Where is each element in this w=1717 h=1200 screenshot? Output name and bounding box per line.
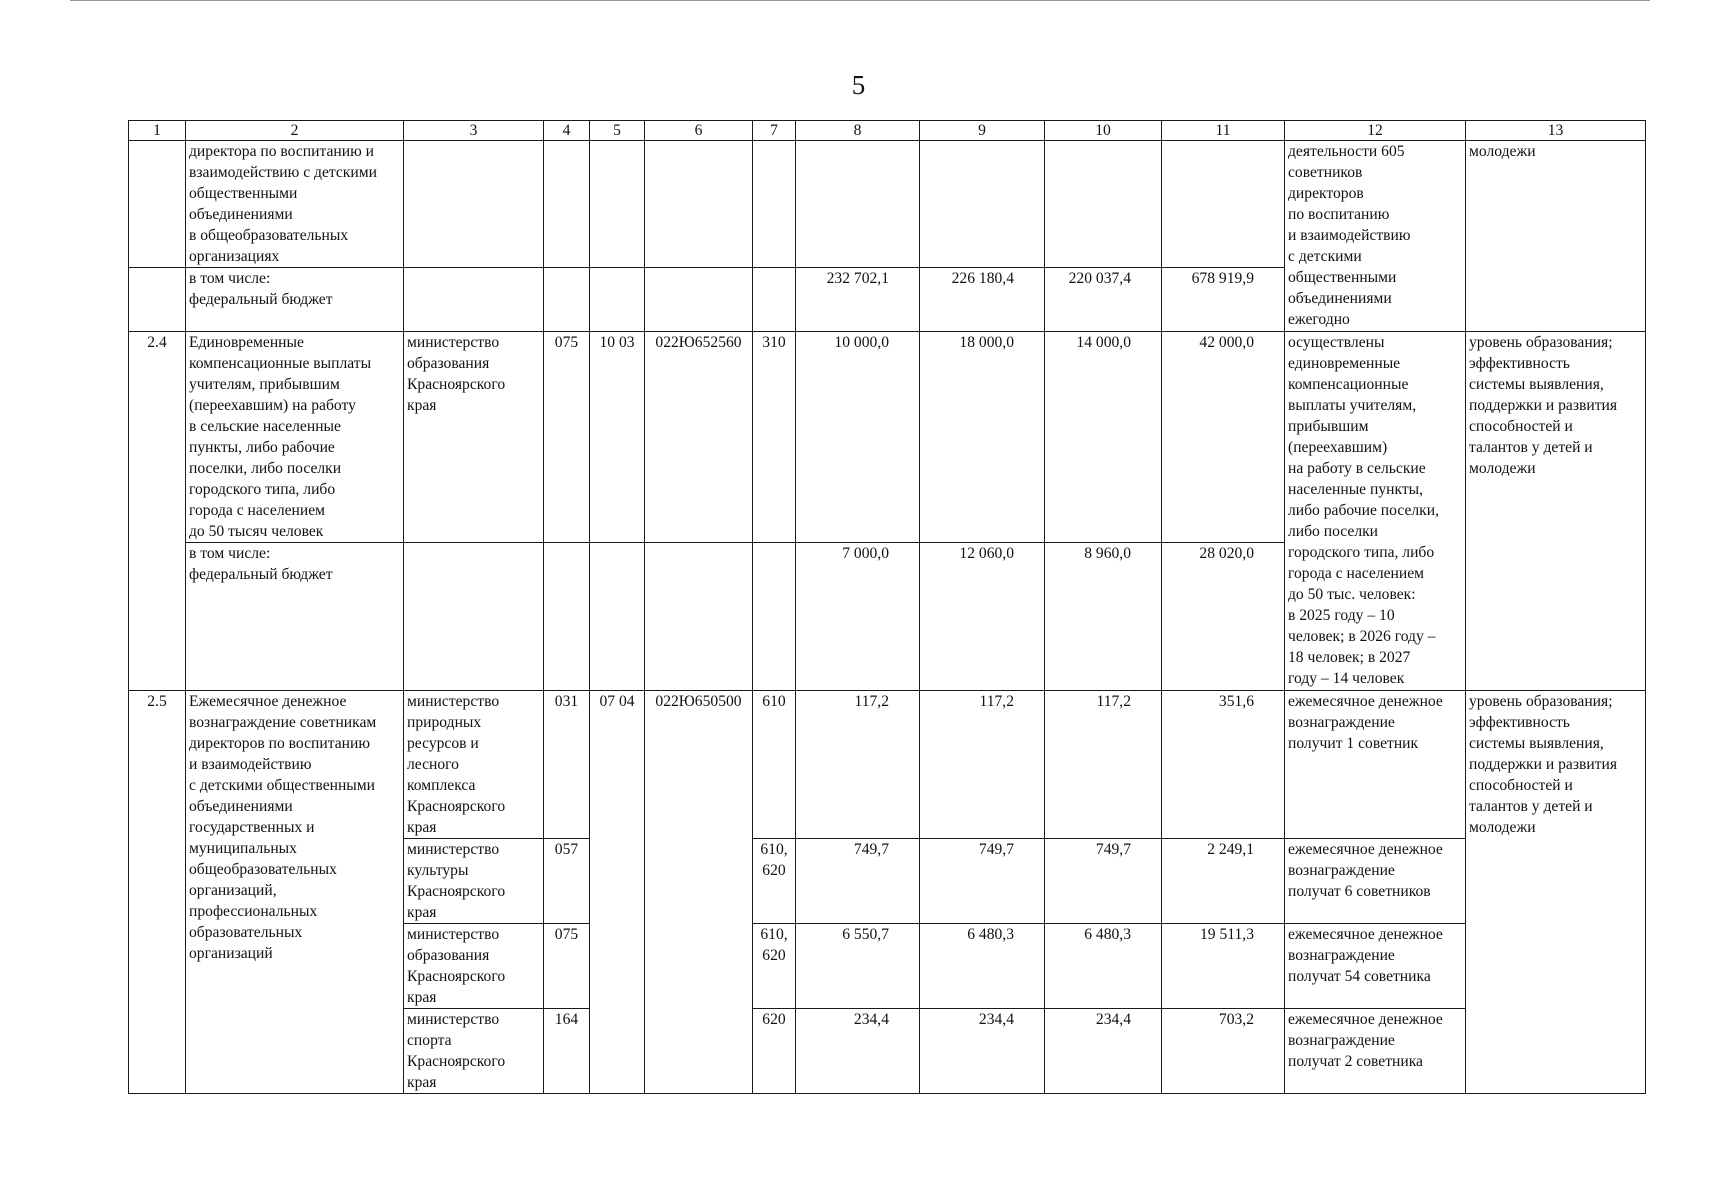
code-cell: 164 bbox=[544, 1009, 590, 1094]
federal-budget-label: в том числе: федеральный бюджет bbox=[186, 268, 404, 332]
code-cell: 031 bbox=[544, 691, 590, 839]
value-cell: 28 020,0 bbox=[1162, 543, 1285, 691]
column-number-header-row bbox=[129, 121, 1646, 141]
expected-result-cell: деятельности 605 советников директоров по воспитанию и взаимодействию с детскими общественными объединениями ежегодно bbox=[1285, 141, 1466, 332]
value-cell: 703,2 bbox=[1162, 1009, 1285, 1094]
page-number: 5 bbox=[851, 70, 866, 100]
value-cell: 2 249,1 bbox=[1162, 839, 1285, 924]
value-cell: 18 000,0 bbox=[920, 332, 1045, 543]
value-cell: 232 702,1 bbox=[796, 268, 920, 332]
header-cell: 11 bbox=[1162, 121, 1285, 141]
value-cell: 234,4 bbox=[920, 1009, 1045, 1094]
measure-name-cell: Единовременные компенсационные выплаты учителям, прибывшим (переехавшим) на работу в сельские населенные пункты, либо рабочие поселки, либо поселки городского типа, либо города с населением до 50 тысяч человек bbox=[186, 332, 404, 543]
value-cell: 10 000,0 bbox=[796, 332, 920, 543]
header-cell: 6 bbox=[645, 121, 753, 141]
code-cell: 10 03 bbox=[590, 332, 645, 543]
row-number-cell bbox=[129, 141, 186, 268]
header-cell: 1 bbox=[129, 121, 186, 141]
value-cell: 226 180,4 bbox=[920, 268, 1045, 332]
header-cell: 5 bbox=[590, 121, 645, 141]
row-number-cell: 2.4 bbox=[129, 332, 186, 691]
value-cell: 6 480,3 bbox=[1045, 924, 1162, 1009]
value-cell: 220 037,4 bbox=[1045, 268, 1162, 332]
expected-result-cell: ежемесячное денежное вознаграждение получат 2 советника bbox=[1285, 1009, 1466, 1094]
value-cell: 8 960,0 bbox=[1045, 543, 1162, 691]
table-row bbox=[129, 141, 1646, 268]
value-cell: 117,2 bbox=[920, 691, 1045, 839]
expected-result-cell: ежемесячное денежное вознаграждение получат 54 советника bbox=[1285, 924, 1466, 1009]
measure-name-cell: директора по воспитанию и взаимодействию с детскими общественными объединениями в общеобразовательных организациях bbox=[186, 141, 404, 268]
code-cell: 075 bbox=[544, 332, 590, 543]
value-cell: 7 000,0 bbox=[796, 543, 920, 691]
value-cell: 12 060,0 bbox=[920, 543, 1045, 691]
header-cell: 3 bbox=[404, 121, 544, 141]
grbs-cell: министерство образования Красноярского края bbox=[404, 332, 544, 543]
code-cell: 07 04 bbox=[590, 691, 645, 1094]
code-cell: 022Ю650500 bbox=[645, 691, 753, 1094]
header-cell: 7 bbox=[753, 121, 796, 141]
measure-name-cell: Ежемесячное денежное вознаграждение советникам директоров по воспитанию и взаимодействию с детскими общественными объединениями государственных и муниципальных общеобразовательных организаций, профессиональных образовательных организаций bbox=[186, 691, 404, 1094]
value-cell: 6 480,3 bbox=[920, 924, 1045, 1009]
value-cell: 6 550,7 bbox=[796, 924, 920, 1009]
grbs-cell: министерство образования Красноярского края bbox=[404, 924, 544, 1009]
value-cell: 234,4 bbox=[796, 1009, 920, 1094]
value-cell: 749,7 bbox=[796, 839, 920, 924]
code-cell: 075 bbox=[544, 924, 590, 1009]
value-cell: 351,6 bbox=[1162, 691, 1285, 839]
value-cell: 117,2 bbox=[796, 691, 920, 839]
expected-result-cell: ежемесячное денежное вознаграждение получит 1 советник bbox=[1285, 691, 1466, 839]
grbs-cell: министерство спорта Красноярского края bbox=[404, 1009, 544, 1094]
indicator-cell: уровень образования; эффективность системы выявления, поддержки и развития способностей и талантов у детей и молодежи bbox=[1466, 691, 1646, 1094]
code-cell: 022Ю652560 bbox=[645, 332, 753, 543]
table-row bbox=[129, 691, 1646, 839]
header-cell: 10 bbox=[1045, 121, 1162, 141]
header-cell: 2 bbox=[186, 121, 404, 141]
header-cell: 8 bbox=[796, 121, 920, 141]
code-cell: 610, 620 bbox=[753, 924, 796, 1009]
value-cell: 14 000,0 bbox=[1045, 332, 1162, 543]
header-cell: 9 bbox=[920, 121, 1045, 141]
row-number-cell: 2.5 bbox=[129, 691, 186, 1094]
grbs-cell: министерство природных ресурсов и лесного комплекса Красноярского края bbox=[404, 691, 544, 839]
code-cell: 057 bbox=[544, 839, 590, 924]
table-row bbox=[129, 332, 1646, 543]
value-cell: 749,7 bbox=[1045, 839, 1162, 924]
header-cell: 12 bbox=[1285, 121, 1466, 141]
value-cell: 678 919,9 bbox=[1162, 268, 1285, 332]
value-cell: 19 511,3 bbox=[1162, 924, 1285, 1009]
indicator-cell: молодежи bbox=[1466, 141, 1646, 332]
expected-result-cell: ежемесячное денежное вознаграждение получат 6 советников bbox=[1285, 839, 1466, 924]
code-cell: 610, 620 bbox=[753, 839, 796, 924]
value-cell: 42 000,0 bbox=[1162, 332, 1285, 543]
expected-result-cell: осуществлены единовременные компенсационные выплаты учителям, прибывшим (переехавшим) на работу в сельские населенные пункты, либо рабочие поселки, либо поселки городского типа, либо города с населением до 50 тыс. человек: в 2025 году – 10 человек; в 2026 году – 18 человек; в 2027 году – 14 человек bbox=[1285, 332, 1466, 691]
program-measures-table bbox=[128, 120, 1646, 1094]
header-cell: 4 bbox=[544, 121, 590, 141]
federal-budget-label: в том числе: федеральный бюджет bbox=[186, 543, 404, 691]
scan-top-edge bbox=[70, 0, 1650, 1]
indicator-cell: уровень образования; эффективность системы выявления, поддержки и развития способностей и талантов у детей и молодежи bbox=[1466, 332, 1646, 691]
value-cell: 234,4 bbox=[1045, 1009, 1162, 1094]
header-cell: 13 bbox=[1466, 121, 1646, 141]
value-cell: 749,7 bbox=[920, 839, 1045, 924]
value-cell: 117,2 bbox=[1045, 691, 1162, 839]
grbs-cell: министерство культуры Красноярского края bbox=[404, 839, 544, 924]
code-cell: 610 bbox=[753, 691, 796, 839]
code-cell: 310 bbox=[753, 332, 796, 543]
code-cell: 620 bbox=[753, 1009, 796, 1094]
